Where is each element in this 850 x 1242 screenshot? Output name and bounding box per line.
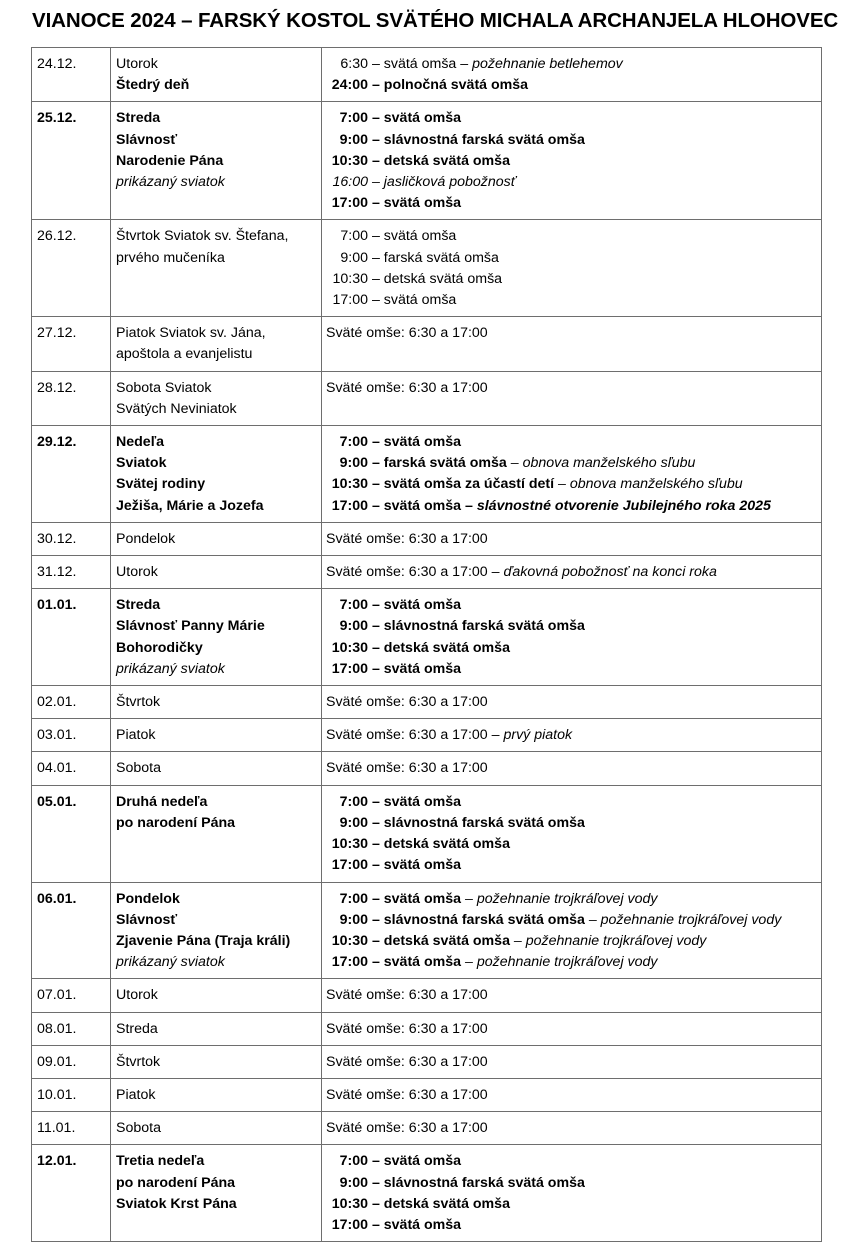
- date-cell: [32, 522, 111, 555]
- date-cell: [32, 1012, 111, 1045]
- day-line: Štvrtok: [116, 694, 161, 711]
- mass-cell: [322, 1045, 822, 1078]
- day-line: Sviatok: [116, 455, 167, 472]
- day-line: Piatok Sviatok sv. Jána,: [116, 325, 266, 342]
- day-line: Štedrý deň: [116, 77, 190, 94]
- mass-line: [326, 758, 816, 779]
- day-line: prikázaný sviatok: [116, 660, 225, 677]
- day-cell: [111, 752, 322, 785]
- mass-time: 17:00: [331, 497, 368, 514]
- mass-text: Sväté omše: 6:30 a 17:00: [326, 694, 488, 711]
- date-label: 31.12.: [37, 564, 77, 581]
- day-line: Štvrtok: [116, 1053, 161, 1070]
- mass-text: – svätá omša: [368, 1153, 462, 1170]
- mass-line: [326, 474, 816, 495]
- mass-cell: [322, 719, 822, 752]
- day-cell: [111, 785, 322, 882]
- date-cell: [32, 882, 111, 979]
- day-line: Streda: [116, 597, 161, 614]
- day-line: Zjavenie Pána (Traja králi): [116, 932, 291, 949]
- mass-text: – požehnanie trojkráľovej vody: [509, 932, 707, 949]
- date-cell: [32, 317, 111, 371]
- day-cell: [111, 1078, 322, 1111]
- mass-line: [326, 792, 816, 813]
- mass-text: – svätá omša –: [368, 497, 477, 514]
- mass-line: [326, 834, 816, 855]
- day-line: Nedeľa: [116, 434, 165, 451]
- mass-time: 9:00: [339, 131, 368, 148]
- mass-text: – slávnostná farská svätá omša: [368, 131, 585, 148]
- mass-text: Sväté omše: 6:30 a 17:00: [326, 1053, 488, 1070]
- mass-text: – detská svätá omša: [368, 836, 510, 853]
- mass-text: – požehnanie trojkráľovej vody: [584, 911, 782, 928]
- mass-cell: [322, 979, 822, 1012]
- mass-text: – polnočná svätá omša: [368, 77, 529, 94]
- mass-time: 17:00: [331, 954, 368, 971]
- mass-cell: [322, 371, 822, 425]
- mass-line: [326, 638, 816, 659]
- mass-text: Sväté omše: 6:30 a 17:00: [326, 379, 488, 396]
- table-row: [32, 686, 822, 719]
- mass-text: požehnanie betlehemov: [472, 56, 623, 72]
- mass-line: [326, 889, 816, 910]
- mass-text: Sväté omše: 6:30 a 17:00: [326, 530, 488, 547]
- mass-time: 9:00: [339, 618, 368, 635]
- mass-text: – slávnostná farská svätá omša: [368, 618, 585, 635]
- mass-text: – farská svätá omša: [368, 455, 507, 472]
- mass-line: [326, 108, 816, 129]
- mass-text: – požehnanie trojkráľovej vody: [461, 890, 658, 907]
- day-cell: [111, 1145, 322, 1242]
- day-cell: [111, 686, 322, 719]
- mass-line: [326, 75, 816, 96]
- mass-text: – svätá omša: [368, 793, 462, 810]
- day-line: Sobota: [116, 760, 161, 777]
- mass-time: 9:00: [340, 249, 368, 266]
- date-label: 03.01.: [37, 727, 77, 744]
- table-row: [32, 317, 822, 371]
- day-line: prikázaný sviatok: [116, 174, 225, 191]
- mass-cell: [322, 220, 822, 317]
- day-line: prikázaný sviatok: [116, 954, 225, 971]
- mass-time: 10:30: [331, 836, 368, 853]
- mass-line: [326, 595, 816, 616]
- day-line: Sviatok Krst Pána: [116, 1195, 237, 1212]
- date-cell: [32, 556, 111, 589]
- mass-time: 9:00: [339, 814, 368, 831]
- date-cell: [32, 1145, 111, 1242]
- mass-cell: [322, 522, 822, 555]
- mass-cell: [322, 556, 822, 589]
- mass-cell: [322, 589, 822, 686]
- date-label: 24.12.: [37, 56, 77, 72]
- mass-line: [326, 931, 816, 952]
- day-line: Slávnosť Panny Márie: [116, 618, 265, 635]
- table-row: [32, 785, 822, 882]
- mass-text: – detská svätá omša: [368, 270, 503, 287]
- mass-text: Sväté omše: 6:30 a 17:00: [326, 1120, 488, 1137]
- mass-line: [326, 1085, 816, 1106]
- day-line: Utorok: [116, 564, 158, 581]
- mass-text: Sväté omše: 6:30 a 17:00: [326, 325, 488, 342]
- mass-time: 10:30: [331, 639, 368, 656]
- day-line: Svätej rodiny: [116, 476, 206, 493]
- mass-line: [326, 130, 816, 151]
- mass-line: [326, 985, 816, 1006]
- mass-time: 6:30: [340, 56, 368, 72]
- date-cell: [32, 686, 111, 719]
- mass-text: – svätá omša: [368, 195, 462, 212]
- mass-time: 16:00: [332, 174, 368, 191]
- date-label: 11.01.: [37, 1120, 76, 1137]
- mass-text: prvý piatok: [503, 727, 573, 744]
- mass-text: – obnova manželského sľubu: [554, 476, 743, 493]
- mass-cell: [322, 1145, 822, 1242]
- mass-text: Sväté omše: 6:30 a 17:00: [326, 760, 488, 777]
- day-cell: [111, 220, 322, 317]
- day-line: Utorok: [116, 56, 158, 72]
- table-row: [32, 1012, 822, 1045]
- day-cell: [111, 102, 322, 220]
- mass-time: 17:00: [331, 195, 368, 212]
- mass-time: 9:00: [339, 911, 368, 928]
- day-line: Streda: [116, 1020, 158, 1037]
- date-cell: [32, 979, 111, 1012]
- mass-line: [326, 529, 816, 550]
- mass-cell: [322, 882, 822, 979]
- day-line: Štvrtok Sviatok sv. Štefana,: [116, 228, 289, 245]
- table-row: [32, 1078, 822, 1111]
- date-cell: [32, 371, 111, 425]
- mass-line: [326, 54, 816, 75]
- mass-time: 7:00: [339, 793, 368, 810]
- mass-line: [326, 151, 816, 172]
- mass-text: – svätá omša: [368, 228, 457, 245]
- mass-line: [326, 813, 816, 834]
- mass-text: – svätá omša: [368, 954, 462, 971]
- mass-text: – obnova manželského sľubu: [506, 455, 696, 472]
- mass-cell: [322, 752, 822, 785]
- date-label: 28.12.: [37, 379, 77, 396]
- mass-time: 7:00: [339, 1153, 368, 1170]
- day-cell: [111, 317, 322, 371]
- mass-text: – detská svätá omša: [368, 932, 510, 949]
- day-cell: [111, 979, 322, 1012]
- mass-text: – požehnanie trojkráľovej vody: [461, 954, 658, 971]
- table-row: [32, 752, 822, 785]
- mass-text: – slávnostná farská svätá omša: [368, 1174, 585, 1191]
- date-label: 05.01.: [37, 793, 77, 810]
- day-line: Sobota Sviatok: [116, 379, 212, 396]
- mass-text: – slávnostná farská svätá omša: [368, 911, 585, 928]
- date-label: 27.12.: [37, 325, 77, 342]
- mass-line: [326, 248, 816, 269]
- mass-cell: [322, 102, 822, 220]
- mass-text: – svätá omša: [368, 1216, 462, 1233]
- day-cell: [111, 1045, 322, 1078]
- mass-time: 17:00: [331, 660, 368, 677]
- mass-text: Sväté omše: 6:30 a 17:00: [326, 1020, 488, 1037]
- day-cell: [111, 426, 322, 523]
- date-cell: [32, 102, 111, 220]
- day-line: Piatok: [116, 727, 156, 744]
- mass-line: [326, 323, 816, 344]
- mass-cell: [322, 1112, 822, 1145]
- date-label: 09.01.: [37, 1053, 77, 1070]
- schedule-table: [31, 47, 822, 1242]
- mass-text: – detská svätá omša: [368, 1195, 510, 1212]
- mass-text: ďakovná pobožnosť na konci roka: [503, 564, 717, 581]
- day-line: Narodenie Pána: [116, 152, 224, 169]
- mass-text: – svätá omša za účastí detí: [368, 476, 555, 493]
- mass-line: [326, 453, 816, 474]
- mass-time: 7:00: [339, 597, 368, 614]
- date-label: 12.01.: [37, 1153, 77, 1170]
- date-cell: [32, 1045, 111, 1078]
- mass-time: 10:30: [331, 476, 368, 493]
- day-line: Slávnosť: [116, 911, 178, 928]
- date-label: 29.12.: [37, 434, 77, 451]
- table-row: [32, 1145, 822, 1242]
- date-cell: [32, 785, 111, 882]
- mass-text: – svätá omša: [368, 660, 462, 677]
- date-label: 08.01.: [37, 1020, 77, 1037]
- day-line: Pondelok: [116, 890, 180, 907]
- day-cell: [111, 882, 322, 979]
- mass-text: Sväté omše: 6:30 a 17:00 –: [326, 564, 504, 581]
- mass-text: – jasličková pobožnosť: [368, 174, 516, 191]
- date-cell: [32, 426, 111, 523]
- table-row: [32, 556, 822, 589]
- mass-text: – svätá omša: [368, 597, 462, 614]
- mass-text: Sväté omše: 6:30 a 17:00 –: [326, 727, 504, 744]
- mass-time: 7:00: [339, 434, 368, 451]
- mass-time: 9:00: [339, 1174, 368, 1191]
- day-line: po narodení Pána: [116, 1174, 236, 1191]
- mass-text: – svätá omša: [368, 890, 462, 907]
- mass-line: [326, 193, 816, 214]
- mass-line: [326, 1118, 816, 1139]
- table-row: [32, 426, 822, 523]
- mass-line: [326, 290, 816, 311]
- mass-text: – svätá omša –: [368, 56, 473, 72]
- mass-time: 9:00: [339, 455, 368, 472]
- mass-time: 17:00: [331, 1216, 368, 1233]
- day-line: Tretia nedeľa: [116, 1153, 205, 1170]
- mass-time: 10:30: [332, 270, 368, 287]
- date-label: 02.01.: [37, 694, 77, 711]
- mass-time: 7:00: [340, 228, 368, 245]
- date-cell: [32, 48, 111, 102]
- mass-time: 7:00: [339, 110, 368, 127]
- date-cell: [32, 589, 111, 686]
- day-cell: [111, 1012, 322, 1045]
- mass-line: [326, 1173, 816, 1194]
- table-row: [32, 220, 822, 317]
- day-line: Sobota: [116, 1120, 161, 1137]
- day-cell: [111, 1112, 322, 1145]
- mass-line: [326, 1151, 816, 1172]
- mass-cell: [322, 686, 822, 719]
- mass-cell: [322, 426, 822, 523]
- mass-line: [326, 616, 816, 637]
- table-row: [32, 1045, 822, 1078]
- mass-line: [326, 432, 816, 453]
- mass-text: – svätá omša: [368, 292, 457, 309]
- mass-text: Sväté omše: 6:30 a 17:00: [326, 1086, 488, 1103]
- date-label: 04.01.: [37, 760, 77, 777]
- mass-text: – svätá omša: [368, 110, 462, 127]
- day-line: Ježiša, Márie a Jozefa: [116, 497, 264, 514]
- mass-line: [326, 692, 816, 713]
- day-line: Utorok: [116, 987, 158, 1004]
- date-cell: [32, 1078, 111, 1111]
- day-cell: [111, 556, 322, 589]
- mass-line: [326, 172, 816, 193]
- mass-line: [326, 1052, 816, 1073]
- mass-text: slávnostné otvorenie Jubilejného roka 2025: [476, 497, 771, 514]
- mass-line: [326, 562, 816, 583]
- mass-line: [326, 952, 816, 973]
- table-row: [32, 522, 822, 555]
- mass-text: – detská svätá omša: [368, 639, 510, 656]
- day-line: Slávnosť: [116, 131, 178, 148]
- date-cell: [32, 719, 111, 752]
- table-row: [32, 979, 822, 1012]
- mass-line: [326, 910, 816, 931]
- mass-text: – svätá omša: [368, 857, 462, 874]
- day-cell: [111, 371, 322, 425]
- day-line: Piatok: [116, 1086, 156, 1103]
- date-label: 01.01.: [37, 597, 77, 614]
- mass-text: – slávnostná farská svätá omša: [368, 814, 585, 831]
- mass-line: [326, 659, 816, 680]
- mass-line: [326, 226, 816, 247]
- mass-time: 10:30: [331, 152, 368, 169]
- day-cell: [111, 719, 322, 752]
- day-line: Druhá nedeľa: [116, 793, 208, 810]
- date-label: 07.01.: [37, 987, 77, 1004]
- table-row: [32, 882, 822, 979]
- table-row: [32, 371, 822, 425]
- table-row: [32, 719, 822, 752]
- mass-line: [326, 496, 816, 517]
- schedule-body: [32, 48, 822, 1242]
- table-row: [32, 1112, 822, 1145]
- day-line: Streda: [116, 110, 161, 127]
- day-cell: [111, 48, 322, 102]
- mass-cell: [322, 785, 822, 882]
- date-label: 30.12.: [37, 530, 77, 547]
- date-label: 25.12.: [37, 110, 77, 127]
- day-line: apoštola a evanjelistu: [116, 346, 253, 363]
- date-label: 10.01.: [37, 1086, 77, 1103]
- mass-line: [326, 1194, 816, 1215]
- mass-line: [326, 1019, 816, 1040]
- date-cell: [32, 1112, 111, 1145]
- mass-text: – svätá omša: [368, 434, 462, 451]
- day-line: Svätých Neviniatok: [116, 400, 237, 417]
- mass-line: [326, 725, 816, 746]
- day-line: prvého mučeníka: [116, 249, 225, 266]
- mass-cell: [322, 317, 822, 371]
- page-title: VIANOCE 2024 – FARSKÝ KOSTOL SVÄTÉHO MICHALA ARCHANJELA HLOHOVEC: [32, 9, 839, 32]
- day-cell: [111, 589, 322, 686]
- date-label: 06.01.: [37, 890, 77, 907]
- mass-text: – detská svätá omša: [368, 152, 510, 169]
- day-line: Bohorodičky: [116, 639, 203, 656]
- mass-time: 10:30: [331, 1195, 368, 1212]
- date-cell: [32, 752, 111, 785]
- mass-cell: [322, 1012, 822, 1045]
- mass-text: – farská svätá omša: [368, 249, 499, 266]
- table-row: [32, 589, 822, 686]
- mass-time: 17:00: [331, 857, 368, 874]
- date-cell: [32, 220, 111, 317]
- mass-line: [326, 1215, 816, 1236]
- mass-text: Sväté omše: 6:30 a 17:00: [326, 987, 488, 1004]
- mass-line: [326, 269, 816, 290]
- mass-time: 17:00: [332, 292, 368, 309]
- day-line: po narodení Pána: [116, 814, 236, 831]
- date-label: 26.12.: [37, 228, 77, 245]
- day-cell: [111, 522, 322, 555]
- mass-time: 7:00: [339, 890, 368, 907]
- mass-line: [326, 378, 816, 399]
- table-row: [32, 102, 822, 220]
- mass-cell: [322, 48, 822, 102]
- mass-time: 10:30: [331, 932, 368, 949]
- day-line: Pondelok: [116, 530, 176, 547]
- mass-time: 24:00: [331, 77, 368, 94]
- mass-cell: [322, 1078, 822, 1111]
- mass-line: [326, 855, 816, 876]
- table-row: [32, 48, 822, 102]
